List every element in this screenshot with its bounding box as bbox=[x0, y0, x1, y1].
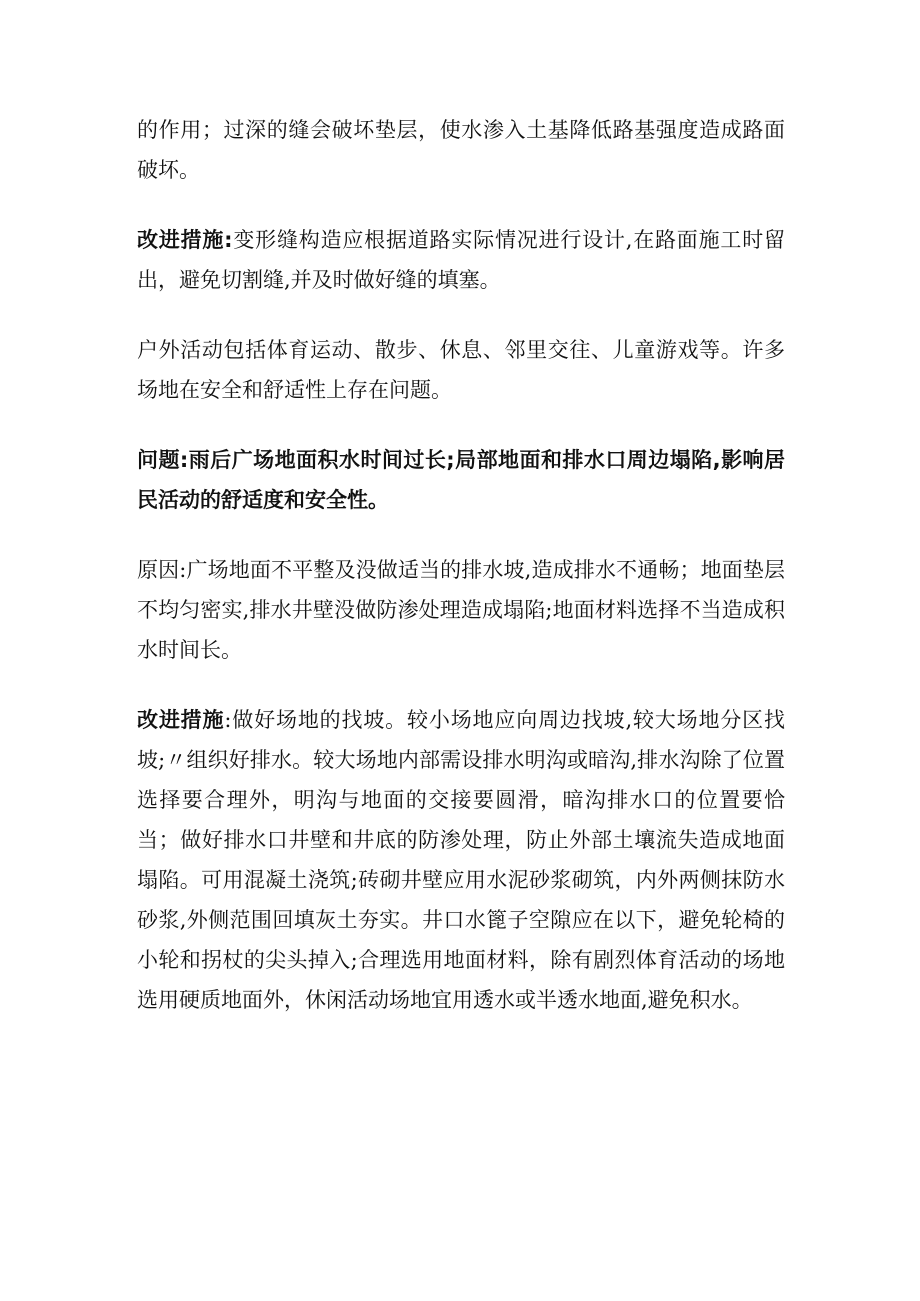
paragraph-text: :做好场地的找坡。较小场地应向周边找坡,较大场地分区找坡;〃组织好排水。较大场地内部需设排水明沟或暗沟,排水沟除了位置选择要合理外，明沟与地面的交接要圆滑，暗沟排水口的位置要恰当；做好排水口井壁和井底的防渗处理，防止外部土壤流失造成地面塌陷。可用混凝土浇筑;砖砌井壁应用水泥砂浆砌筑，内外两侧抹防水砂浆,外侧范围回填灰土夯实。井口水篦子空隙应在以下，避免轮椅的小轮和拐杖的尖头掉入;合理选用地面材料，除有剧烈体育活动的场地选用硬质地面外，休闲活动场地宜用透水或半透水地面,避免积水。 bbox=[137, 708, 786, 1012]
paragraph-text: 户外活动包括体育运动、散步、休息、邻里交往、儿童游戏等。许多场地在安全和舒适性上存在问题。 bbox=[137, 338, 785, 402]
paragraph-problem bbox=[137, 440, 785, 520]
paragraph-text: 变形缝构造应根据道路实际情况进行设计,在路面施工时留出，避免切割缝,并及时做好缝的填塞。 bbox=[137, 228, 785, 292]
paragraph-plaza-improvement bbox=[137, 700, 785, 1020]
paragraph-text: 问题:雨后广场地面积水时间过长;局部地面和排水口周边塌陷,影响居民活动的舒适度和安全性。 bbox=[137, 448, 785, 512]
document-body bbox=[137, 110, 785, 1050]
paragraph-text: 原因:广场地面不平整及没做适当的排水坡,造成排水不通畅；地面垫层不均匀密实,排水井壁没做防渗处理造成塌陷;地面材料选择不当造成积水时间长。 bbox=[137, 558, 785, 662]
paragraph-joint-damage bbox=[137, 110, 785, 190]
improvement-label: 改进措施: bbox=[137, 228, 233, 252]
paragraph-cause bbox=[137, 550, 785, 670]
improvement-label: 改进措施 bbox=[137, 708, 225, 732]
paragraph-text: 的作用；过深的缝会破坏垫层，使水渗入土基降低路基强度造成路面破坏。 bbox=[137, 118, 785, 182]
paragraph-outdoor-activities bbox=[137, 330, 785, 410]
paragraph-joint-improvement bbox=[137, 220, 785, 300]
